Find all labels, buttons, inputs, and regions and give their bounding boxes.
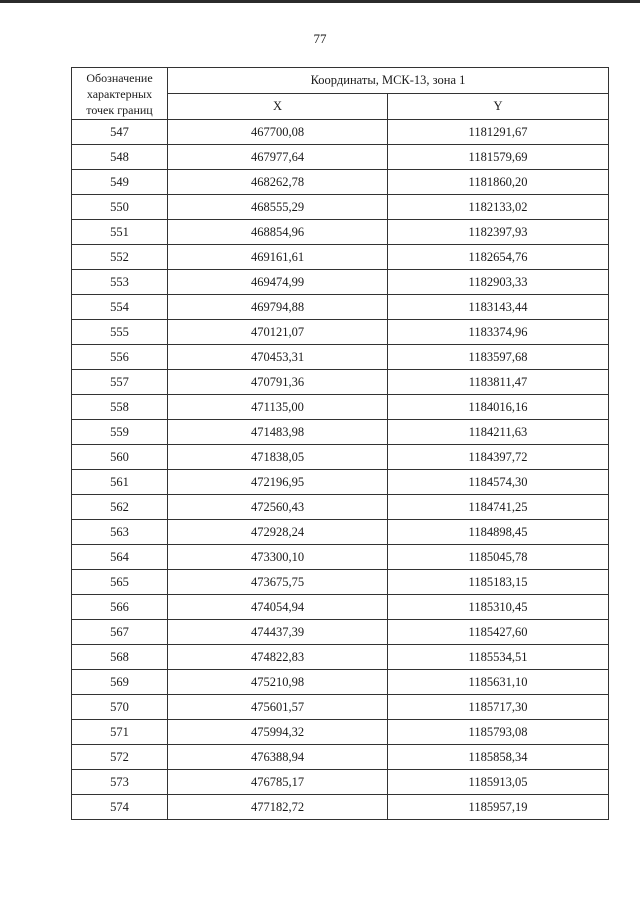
coordinates-table	[71, 67, 609, 820]
y-coordinate-cell: 1181291,67	[388, 120, 609, 145]
y-coordinate-cell: 1182397,93	[388, 220, 609, 245]
y-coordinate-cell: 1182903,33	[388, 270, 609, 295]
point-id-cell: 574	[72, 795, 168, 820]
x-coordinate-cell: 468854,96	[168, 220, 388, 245]
table-row	[72, 170, 609, 195]
x-coordinate-cell: 470453,31	[168, 345, 388, 370]
y-coordinate-cell: 1184741,25	[388, 495, 609, 520]
y-coordinate-cell: 1183374,96	[388, 320, 609, 345]
point-id-cell: 550	[72, 195, 168, 220]
y-coordinate-cell: 1185310,45	[388, 595, 609, 620]
table-row	[72, 145, 609, 170]
y-coordinate-cell: 1183143,44	[388, 295, 609, 320]
table-row	[72, 245, 609, 270]
y-coordinate-cell: 1185045,78	[388, 545, 609, 570]
table-row	[72, 195, 609, 220]
page-top-edge	[0, 0, 640, 3]
table-row	[72, 595, 609, 620]
table-row	[72, 420, 609, 445]
point-id-cell: 547	[72, 120, 168, 145]
table-row	[72, 745, 609, 770]
x-coordinate-cell: 476388,94	[168, 745, 388, 770]
point-id-cell: 562	[72, 495, 168, 520]
x-coordinate-cell: 475994,32	[168, 720, 388, 745]
table-row	[72, 220, 609, 245]
y-coordinate-cell: 1182133,02	[388, 195, 609, 220]
page-number: 77	[313, 31, 327, 46]
point-id-cell: 564	[72, 545, 168, 570]
table-row	[72, 795, 609, 820]
point-id-cell: 556	[72, 345, 168, 370]
y-coordinate-cell: 1185913,05	[388, 770, 609, 795]
point-id-cell: 569	[72, 670, 168, 695]
x-coordinate-cell: 471838,05	[168, 445, 388, 470]
y-coordinate-cell: 1184574,30	[388, 470, 609, 495]
point-id-cell: 565	[72, 570, 168, 595]
table-row	[72, 445, 609, 470]
y-coordinate-cell: 1185534,51	[388, 645, 609, 670]
x-coordinate-cell: 469161,61	[168, 245, 388, 270]
table-row	[72, 470, 609, 495]
coordinates-header: Координаты, МСК-13, зона 1	[168, 68, 609, 94]
y-coordinate-cell: 1183597,68	[388, 345, 609, 370]
x-coordinate-cell: 467977,64	[168, 145, 388, 170]
table-row	[72, 520, 609, 545]
table-row	[72, 570, 609, 595]
x-coordinate-cell: 469794,88	[168, 295, 388, 320]
y-coordinate-cell: 1182654,76	[388, 245, 609, 270]
y-coordinate-cell: 1185957,19	[388, 795, 609, 820]
x-coordinate-cell: 468555,29	[168, 195, 388, 220]
point-id-cell: 568	[72, 645, 168, 670]
y-header: Y	[388, 94, 609, 120]
point-id-cell: 548	[72, 145, 168, 170]
table-row	[72, 770, 609, 795]
x-header: X	[168, 94, 388, 120]
point-id-cell: 549	[72, 170, 168, 195]
y-coordinate-cell: 1185631,10	[388, 670, 609, 695]
y-coordinate-cell: 1184397,72	[388, 445, 609, 470]
y-coordinate-cell: 1184016,16	[388, 395, 609, 420]
y-coordinate-cell: 1185793,08	[388, 720, 609, 745]
y-coordinate-cell: 1185183,15	[388, 570, 609, 595]
designation-header: Обозначение характерных точек границ	[72, 68, 168, 120]
point-id-cell: 554	[72, 295, 168, 320]
table-row	[72, 295, 609, 320]
point-id-cell: 561	[72, 470, 168, 495]
point-id-cell: 560	[72, 445, 168, 470]
point-id-cell: 551	[72, 220, 168, 245]
y-coordinate-cell: 1181579,69	[388, 145, 609, 170]
x-coordinate-cell: 473300,10	[168, 545, 388, 570]
x-coordinate-cell: 472560,43	[168, 495, 388, 520]
x-coordinate-cell: 468262,78	[168, 170, 388, 195]
x-coordinate-cell: 474822,83	[168, 645, 388, 670]
table-row	[72, 670, 609, 695]
table-row	[72, 720, 609, 745]
point-id-cell: 558	[72, 395, 168, 420]
y-coordinate-cell: 1185427,60	[388, 620, 609, 645]
table-row	[72, 345, 609, 370]
x-coordinate-cell: 475601,57	[168, 695, 388, 720]
y-coordinate-cell: 1184898,45	[388, 520, 609, 545]
x-coordinate-cell: 476785,17	[168, 770, 388, 795]
x-coordinate-cell: 474437,39	[168, 620, 388, 645]
table-header-row	[72, 68, 609, 94]
x-coordinate-cell: 470121,07	[168, 320, 388, 345]
table-row	[72, 645, 609, 670]
point-id-cell: 559	[72, 420, 168, 445]
point-id-cell: 573	[72, 770, 168, 795]
x-coordinate-cell: 473675,75	[168, 570, 388, 595]
y-coordinate-cell: 1181860,20	[388, 170, 609, 195]
x-coordinate-cell: 477182,72	[168, 795, 388, 820]
x-coordinate-cell: 471135,00	[168, 395, 388, 420]
x-coordinate-cell: 475210,98	[168, 670, 388, 695]
x-coordinate-cell: 474054,94	[168, 595, 388, 620]
point-id-cell: 572	[72, 745, 168, 770]
point-id-cell: 567	[72, 620, 168, 645]
point-id-cell: 566	[72, 595, 168, 620]
point-id-cell: 555	[72, 320, 168, 345]
point-id-cell: 552	[72, 245, 168, 270]
point-id-cell: 570	[72, 695, 168, 720]
table-row	[72, 395, 609, 420]
y-coordinate-cell: 1185858,34	[388, 745, 609, 770]
point-id-cell: 563	[72, 520, 168, 545]
y-coordinate-cell: 1183811,47	[388, 370, 609, 395]
point-id-cell: 571	[72, 720, 168, 745]
table-row	[72, 120, 609, 145]
table-row	[72, 695, 609, 720]
table-body	[72, 120, 609, 820]
point-id-cell: 557	[72, 370, 168, 395]
x-coordinate-cell: 467700,08	[168, 120, 388, 145]
table-row	[72, 620, 609, 645]
x-coordinate-cell: 472196,95	[168, 470, 388, 495]
x-coordinate-cell: 469474,99	[168, 270, 388, 295]
table-row	[72, 370, 609, 395]
table-row	[72, 545, 609, 570]
x-coordinate-cell: 471483,98	[168, 420, 388, 445]
table-row	[72, 320, 609, 345]
table-row	[72, 495, 609, 520]
x-coordinate-cell: 470791,36	[168, 370, 388, 395]
x-coordinate-cell: 472928,24	[168, 520, 388, 545]
y-coordinate-cell: 1185717,30	[388, 695, 609, 720]
table-row	[72, 270, 609, 295]
y-coordinate-cell: 1184211,63	[388, 420, 609, 445]
point-id-cell: 553	[72, 270, 168, 295]
